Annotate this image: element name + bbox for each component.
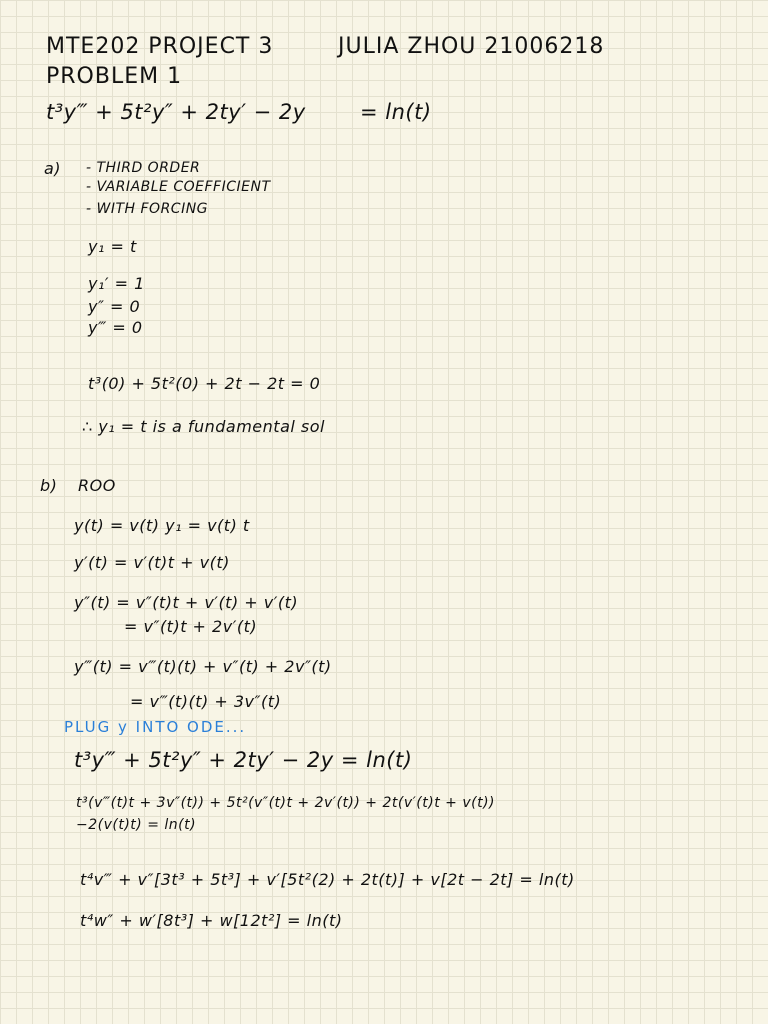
verification-line: t³(0) + 5t²(0) + 2t − 2t = 0 [88,374,321,393]
deriv-line: y″ = 0 [88,297,141,316]
ode-lhs: t³y‴ + 5t²y″ + 2ty′ − 2y [46,100,306,124]
conclusion-line: ∴ y₁ = t is a fundamental sol [82,417,325,436]
deriv-line: y₁′ = 1 [88,274,145,293]
plug-note: PLUG y INTO ODE... [64,718,247,736]
part-a-label: a) [44,159,62,178]
collected-terms-line: t⁴v‴ + v″[3t³ + 5t³] + v′[5t²(2) + 2t(t)] + v[2t − 2t] = ln(t) [80,870,575,889]
deriv-line: y₁ = t [88,237,137,256]
part-a-bullet: - VARIABLE COEFFICIENT [86,179,271,195]
step-line: y′(t) = v′(t)t + v(t) [74,553,230,572]
ode-restated: t³y‴ + 5t²y″ + 2ty′ − 2y = ln(t) [74,748,413,772]
step-line: y″(t) = v″(t)t + v′(t) + v′(t) [74,593,299,612]
part-a-bullet: - WITH FORCING [86,201,209,217]
substitution-line: t³(v‴(t)t + 3v″(t)) + 5t²(v″(t)t + 2v′(t)) + 2t(v′(t)t + v(t)) [76,795,496,811]
reduced-order-equation: t⁴w″ + w′[8t³] + w[12t²] = ln(t) [80,911,343,930]
deriv-line: y‴ = 0 [88,318,143,337]
substitution-line: −2(v(t)t) = ln(t) [76,817,197,833]
step-line: = v‴(t)(t) + 3v″(t) [130,692,282,711]
part-a-bullet: - THIRD ORDER [86,160,201,176]
part-b-label: b) [40,476,58,495]
ode-rhs: = ln(t) [360,100,432,124]
author-name-id: JULIA ZHOU 21006218 [338,34,605,59]
problem-title: PROBLEM 1 [46,64,183,89]
step-line: y‴(t) = v‴(t)(t) + v″(t) + 2v″(t) [74,657,332,676]
method-label: ROO [78,476,116,495]
course-title: MTE202 PROJECT 3 [46,34,274,59]
step-line: y(t) = v(t) y₁ = v(t) t [74,516,250,535]
step-line: = v″(t)t + 2v′(t) [124,617,258,636]
